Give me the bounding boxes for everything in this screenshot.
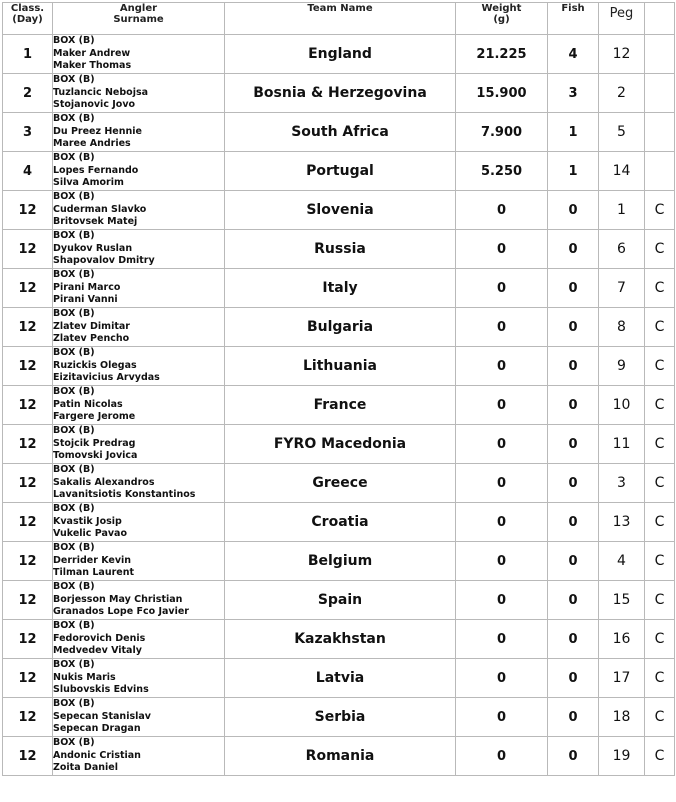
class-cell: 12 xyxy=(3,620,53,659)
flag-cell: C xyxy=(645,308,675,347)
class-cell: 12 xyxy=(3,737,53,776)
header-team: Team Name xyxy=(225,3,456,35)
fish-cell: 3 xyxy=(548,74,599,113)
angler-cell xyxy=(53,230,225,269)
angler-cell xyxy=(53,620,225,659)
header-flag xyxy=(645,3,675,35)
flag-cell: C xyxy=(645,503,675,542)
angler-name-2: Maree Andries xyxy=(53,138,131,149)
box-label: BOX (B) xyxy=(53,464,95,475)
angler-cell xyxy=(53,542,225,581)
class-cell: 12 xyxy=(3,230,53,269)
angler-cell xyxy=(53,74,225,113)
angler-name-1: Fedorovich Denis xyxy=(53,632,146,644)
weight-cell: 0 xyxy=(456,503,548,542)
table-row xyxy=(3,425,675,464)
peg-cell: 14 xyxy=(599,152,645,191)
flag-cell xyxy=(645,35,675,74)
weight-cell: 0 xyxy=(456,425,548,464)
angler-name-1: Ruzickis Olegas xyxy=(53,359,137,371)
box-label: BOX (B) xyxy=(53,425,95,436)
fish-cell: 0 xyxy=(548,464,599,503)
angler-name-2: Shapovalov Dmitry xyxy=(53,255,155,266)
header-row xyxy=(3,3,675,35)
angler-cell xyxy=(53,581,225,620)
box-label: BOX (B) xyxy=(53,620,95,631)
team-name-cell: South Africa xyxy=(225,113,456,152)
table-row xyxy=(3,35,675,74)
weight-cell: 0 xyxy=(456,269,548,308)
header-weight: Weight (g) xyxy=(456,3,548,35)
box-label: BOX (B) xyxy=(53,386,95,397)
table-row xyxy=(3,620,675,659)
angler-name-1: Patin Nicolas xyxy=(53,398,123,410)
team-name-cell: Greece xyxy=(225,464,456,503)
angler-name-2: Eizitavicius Arvydas xyxy=(53,372,160,383)
box-label: BOX (B) xyxy=(53,230,95,241)
peg-cell: 5 xyxy=(599,113,645,152)
class-cell: 1 xyxy=(3,35,53,74)
flag-cell: C xyxy=(645,737,675,776)
fish-cell: 4 xyxy=(548,35,599,74)
flag-cell: C xyxy=(645,659,675,698)
flag-cell xyxy=(645,74,675,113)
angler-cell xyxy=(53,113,225,152)
angler-name-1: Stojcik Predrag xyxy=(53,437,136,449)
class-cell: 12 xyxy=(3,503,53,542)
class-cell: 12 xyxy=(3,425,53,464)
class-cell: 12 xyxy=(3,542,53,581)
header-class: Class. (Day) xyxy=(3,3,53,35)
team-name-cell: FYRO Macedonia xyxy=(225,425,456,464)
fish-cell: 0 xyxy=(548,191,599,230)
box-label: BOX (B) xyxy=(53,191,95,202)
team-name-cell: Russia xyxy=(225,230,456,269)
angler-name-1: Sakalis Alexandros xyxy=(53,476,155,488)
results-table xyxy=(2,2,675,776)
fish-cell: 0 xyxy=(548,230,599,269)
fish-cell: 0 xyxy=(548,347,599,386)
table-row xyxy=(3,230,675,269)
box-label: BOX (B) xyxy=(53,347,95,358)
team-name-cell: Serbia xyxy=(225,698,456,737)
flag-cell: C xyxy=(645,230,675,269)
weight-cell: 0 xyxy=(456,230,548,269)
table-row xyxy=(3,659,675,698)
peg-cell: 8 xyxy=(599,308,645,347)
angler-name-2: Tilman Laurent xyxy=(53,567,135,578)
fish-cell: 0 xyxy=(548,425,599,464)
fish-cell: 0 xyxy=(548,737,599,776)
fish-cell: 0 xyxy=(548,503,599,542)
team-name-cell: Bulgaria xyxy=(225,308,456,347)
class-cell: 12 xyxy=(3,308,53,347)
peg-cell: 16 xyxy=(599,620,645,659)
peg-cell: 3 xyxy=(599,464,645,503)
angler-cell xyxy=(53,191,225,230)
class-cell: 12 xyxy=(3,386,53,425)
angler-cell xyxy=(53,35,225,74)
flag-cell: C xyxy=(645,698,675,737)
angler-name-2: Pirani Vanni xyxy=(53,294,118,305)
flag-cell: C xyxy=(645,581,675,620)
weight-cell: 0 xyxy=(456,659,548,698)
angler-cell xyxy=(53,425,225,464)
angler-name-1: Nukis Maris xyxy=(53,671,116,683)
angler-name-2: Vukelic Pavao xyxy=(53,528,127,539)
weight-cell: 0 xyxy=(456,386,548,425)
fish-cell: 0 xyxy=(548,698,599,737)
peg-cell: 19 xyxy=(599,737,645,776)
table-row xyxy=(3,308,675,347)
angler-name-2: Lavanitsiotis Konstantinos xyxy=(53,489,196,500)
fish-cell: 0 xyxy=(548,269,599,308)
peg-cell: 11 xyxy=(599,425,645,464)
peg-cell: 18 xyxy=(599,698,645,737)
flag-cell: C xyxy=(645,347,675,386)
flag-cell: C xyxy=(645,425,675,464)
weight-cell: 0 xyxy=(456,308,548,347)
weight-cell: 5.250 xyxy=(456,152,548,191)
class-cell: 12 xyxy=(3,347,53,386)
angler-name-2: Zlatev Pencho xyxy=(53,333,130,344)
flag-cell: C xyxy=(645,269,675,308)
class-cell: 12 xyxy=(3,191,53,230)
box-label: BOX (B) xyxy=(53,581,95,592)
team-name-cell: Lithuania xyxy=(225,347,456,386)
table-row xyxy=(3,269,675,308)
class-cell: 12 xyxy=(3,698,53,737)
weight-cell: 0 xyxy=(456,620,548,659)
flag-cell: C xyxy=(645,464,675,503)
flag-cell xyxy=(645,152,675,191)
table-row xyxy=(3,152,675,191)
box-label: BOX (B) xyxy=(53,269,95,280)
weight-cell: 0 xyxy=(456,581,548,620)
angler-cell xyxy=(53,386,225,425)
team-name-cell: Latvia xyxy=(225,659,456,698)
fish-cell: 0 xyxy=(548,620,599,659)
table-row xyxy=(3,113,675,152)
angler-name-2: Granados Lope Fco Javier xyxy=(53,606,189,617)
weight-cell: 0 xyxy=(456,347,548,386)
class-cell: 12 xyxy=(3,581,53,620)
peg-cell: 2 xyxy=(599,74,645,113)
fish-cell: 0 xyxy=(548,659,599,698)
angler-name-1: Derrider Kevin xyxy=(53,554,132,566)
flag-cell: C xyxy=(645,620,675,659)
peg-cell: 7 xyxy=(599,269,645,308)
class-cell: 12 xyxy=(3,659,53,698)
weight-cell: 0 xyxy=(456,737,548,776)
angler-cell xyxy=(53,152,225,191)
box-label: BOX (B) xyxy=(53,308,95,319)
table-row xyxy=(3,581,675,620)
angler-name-2: Britovsek Matej xyxy=(53,216,138,227)
team-name-cell: Romania xyxy=(225,737,456,776)
angler-name-2: Maker Thomas xyxy=(53,60,132,71)
team-name-cell: Italy xyxy=(225,269,456,308)
angler-name-1: Zlatev Dimitar xyxy=(53,320,130,332)
weight-cell: 21.225 xyxy=(456,35,548,74)
angler-name-1: Maker Andrew xyxy=(53,47,131,59)
table-row xyxy=(3,698,675,737)
weight-cell: 7.900 xyxy=(456,113,548,152)
angler-name-2: Fargere Jerome xyxy=(53,411,136,422)
angler-name-2: Stojanovic Jovo xyxy=(53,99,136,110)
header-fish: Fish xyxy=(548,3,599,35)
team-name-cell: Slovenia xyxy=(225,191,456,230)
angler-cell xyxy=(53,464,225,503)
table-row xyxy=(3,386,675,425)
weight-cell: 15.900 xyxy=(456,74,548,113)
box-label: BOX (B) xyxy=(53,152,95,163)
fish-cell: 1 xyxy=(548,152,599,191)
fish-cell: 0 xyxy=(548,542,599,581)
table-row xyxy=(3,464,675,503)
angler-name-1: Borjesson May Christian xyxy=(53,593,183,605)
box-label: BOX (B) xyxy=(53,113,95,124)
peg-cell: 9 xyxy=(599,347,645,386)
box-label: BOX (B) xyxy=(53,698,95,709)
angler-name-2: Silva Amorim xyxy=(53,177,124,188)
angler-cell xyxy=(53,269,225,308)
angler-name-1: Lopes Fernando xyxy=(53,164,139,176)
team-name-cell: France xyxy=(225,386,456,425)
angler-cell xyxy=(53,503,225,542)
angler-cell xyxy=(53,347,225,386)
angler-name-1: Dyukov Ruslan xyxy=(53,242,133,254)
table-row xyxy=(3,191,675,230)
team-name-cell: Belgium xyxy=(225,542,456,581)
table-row xyxy=(3,542,675,581)
team-name-cell: Bosnia & Herzegovina xyxy=(225,74,456,113)
angler-name-1: Andonic Cristian xyxy=(53,749,141,761)
team-name-cell: Portugal xyxy=(225,152,456,191)
peg-cell: 1 xyxy=(599,191,645,230)
angler-name-2: Slubovskis Edvins xyxy=(53,684,149,695)
flag-cell: C xyxy=(645,191,675,230)
box-label: BOX (B) xyxy=(53,74,95,85)
peg-cell: 13 xyxy=(599,503,645,542)
table-row xyxy=(3,737,675,776)
angler-name-2: Medvedev Vitaly xyxy=(53,645,142,656)
peg-cell: 17 xyxy=(599,659,645,698)
weight-cell: 0 xyxy=(456,698,548,737)
table-row xyxy=(3,347,675,386)
angler-name-1: Kvastik Josip xyxy=(53,515,122,527)
peg-cell: 15 xyxy=(599,581,645,620)
class-cell: 2 xyxy=(3,74,53,113)
angler-name-1: Pirani Marco xyxy=(53,281,121,293)
angler-cell xyxy=(53,698,225,737)
angler-name-2: Zoita Daniel xyxy=(53,762,118,773)
flag-cell: C xyxy=(645,386,675,425)
angler-name-2: Sepecan Dragan xyxy=(53,723,141,734)
class-cell: 4 xyxy=(3,152,53,191)
header-angler: Angler Surname xyxy=(53,3,225,35)
team-name-cell: England xyxy=(225,35,456,74)
fish-cell: 1 xyxy=(548,113,599,152)
header-peg: Peg xyxy=(599,3,645,35)
angler-cell xyxy=(53,659,225,698)
peg-cell: 4 xyxy=(599,542,645,581)
fish-cell: 0 xyxy=(548,308,599,347)
angler-name-1: Du Preez Hennie xyxy=(53,125,142,137)
team-name-cell: Spain xyxy=(225,581,456,620)
box-label: BOX (B) xyxy=(53,35,95,46)
angler-name-1: Tuzlancic Nebojsa xyxy=(53,86,149,98)
weight-cell: 0 xyxy=(456,191,548,230)
fish-cell: 0 xyxy=(548,386,599,425)
weight-cell: 0 xyxy=(456,542,548,581)
angler-name-1: Cuderman Slavko xyxy=(53,203,147,215)
peg-cell: 10 xyxy=(599,386,645,425)
flag-cell xyxy=(645,113,675,152)
box-label: BOX (B) xyxy=(53,659,95,670)
table-row xyxy=(3,503,675,542)
angler-cell xyxy=(53,308,225,347)
angler-name-1: Sepecan Stanislav xyxy=(53,710,151,722)
table-row xyxy=(3,74,675,113)
class-cell: 12 xyxy=(3,269,53,308)
peg-cell: 6 xyxy=(599,230,645,269)
class-cell: 3 xyxy=(3,113,53,152)
fish-cell: 0 xyxy=(548,581,599,620)
peg-cell: 12 xyxy=(599,35,645,74)
team-name-cell: Kazakhstan xyxy=(225,620,456,659)
weight-cell: 0 xyxy=(456,464,548,503)
class-cell: 12 xyxy=(3,464,53,503)
flag-cell: C xyxy=(645,542,675,581)
box-label: BOX (B) xyxy=(53,503,95,514)
angler-cell xyxy=(53,737,225,776)
team-name-cell: Croatia xyxy=(225,503,456,542)
box-label: BOX (B) xyxy=(53,542,95,553)
box-label: BOX (B) xyxy=(53,737,95,748)
angler-name-2: Tomovski Jovica xyxy=(53,450,138,461)
